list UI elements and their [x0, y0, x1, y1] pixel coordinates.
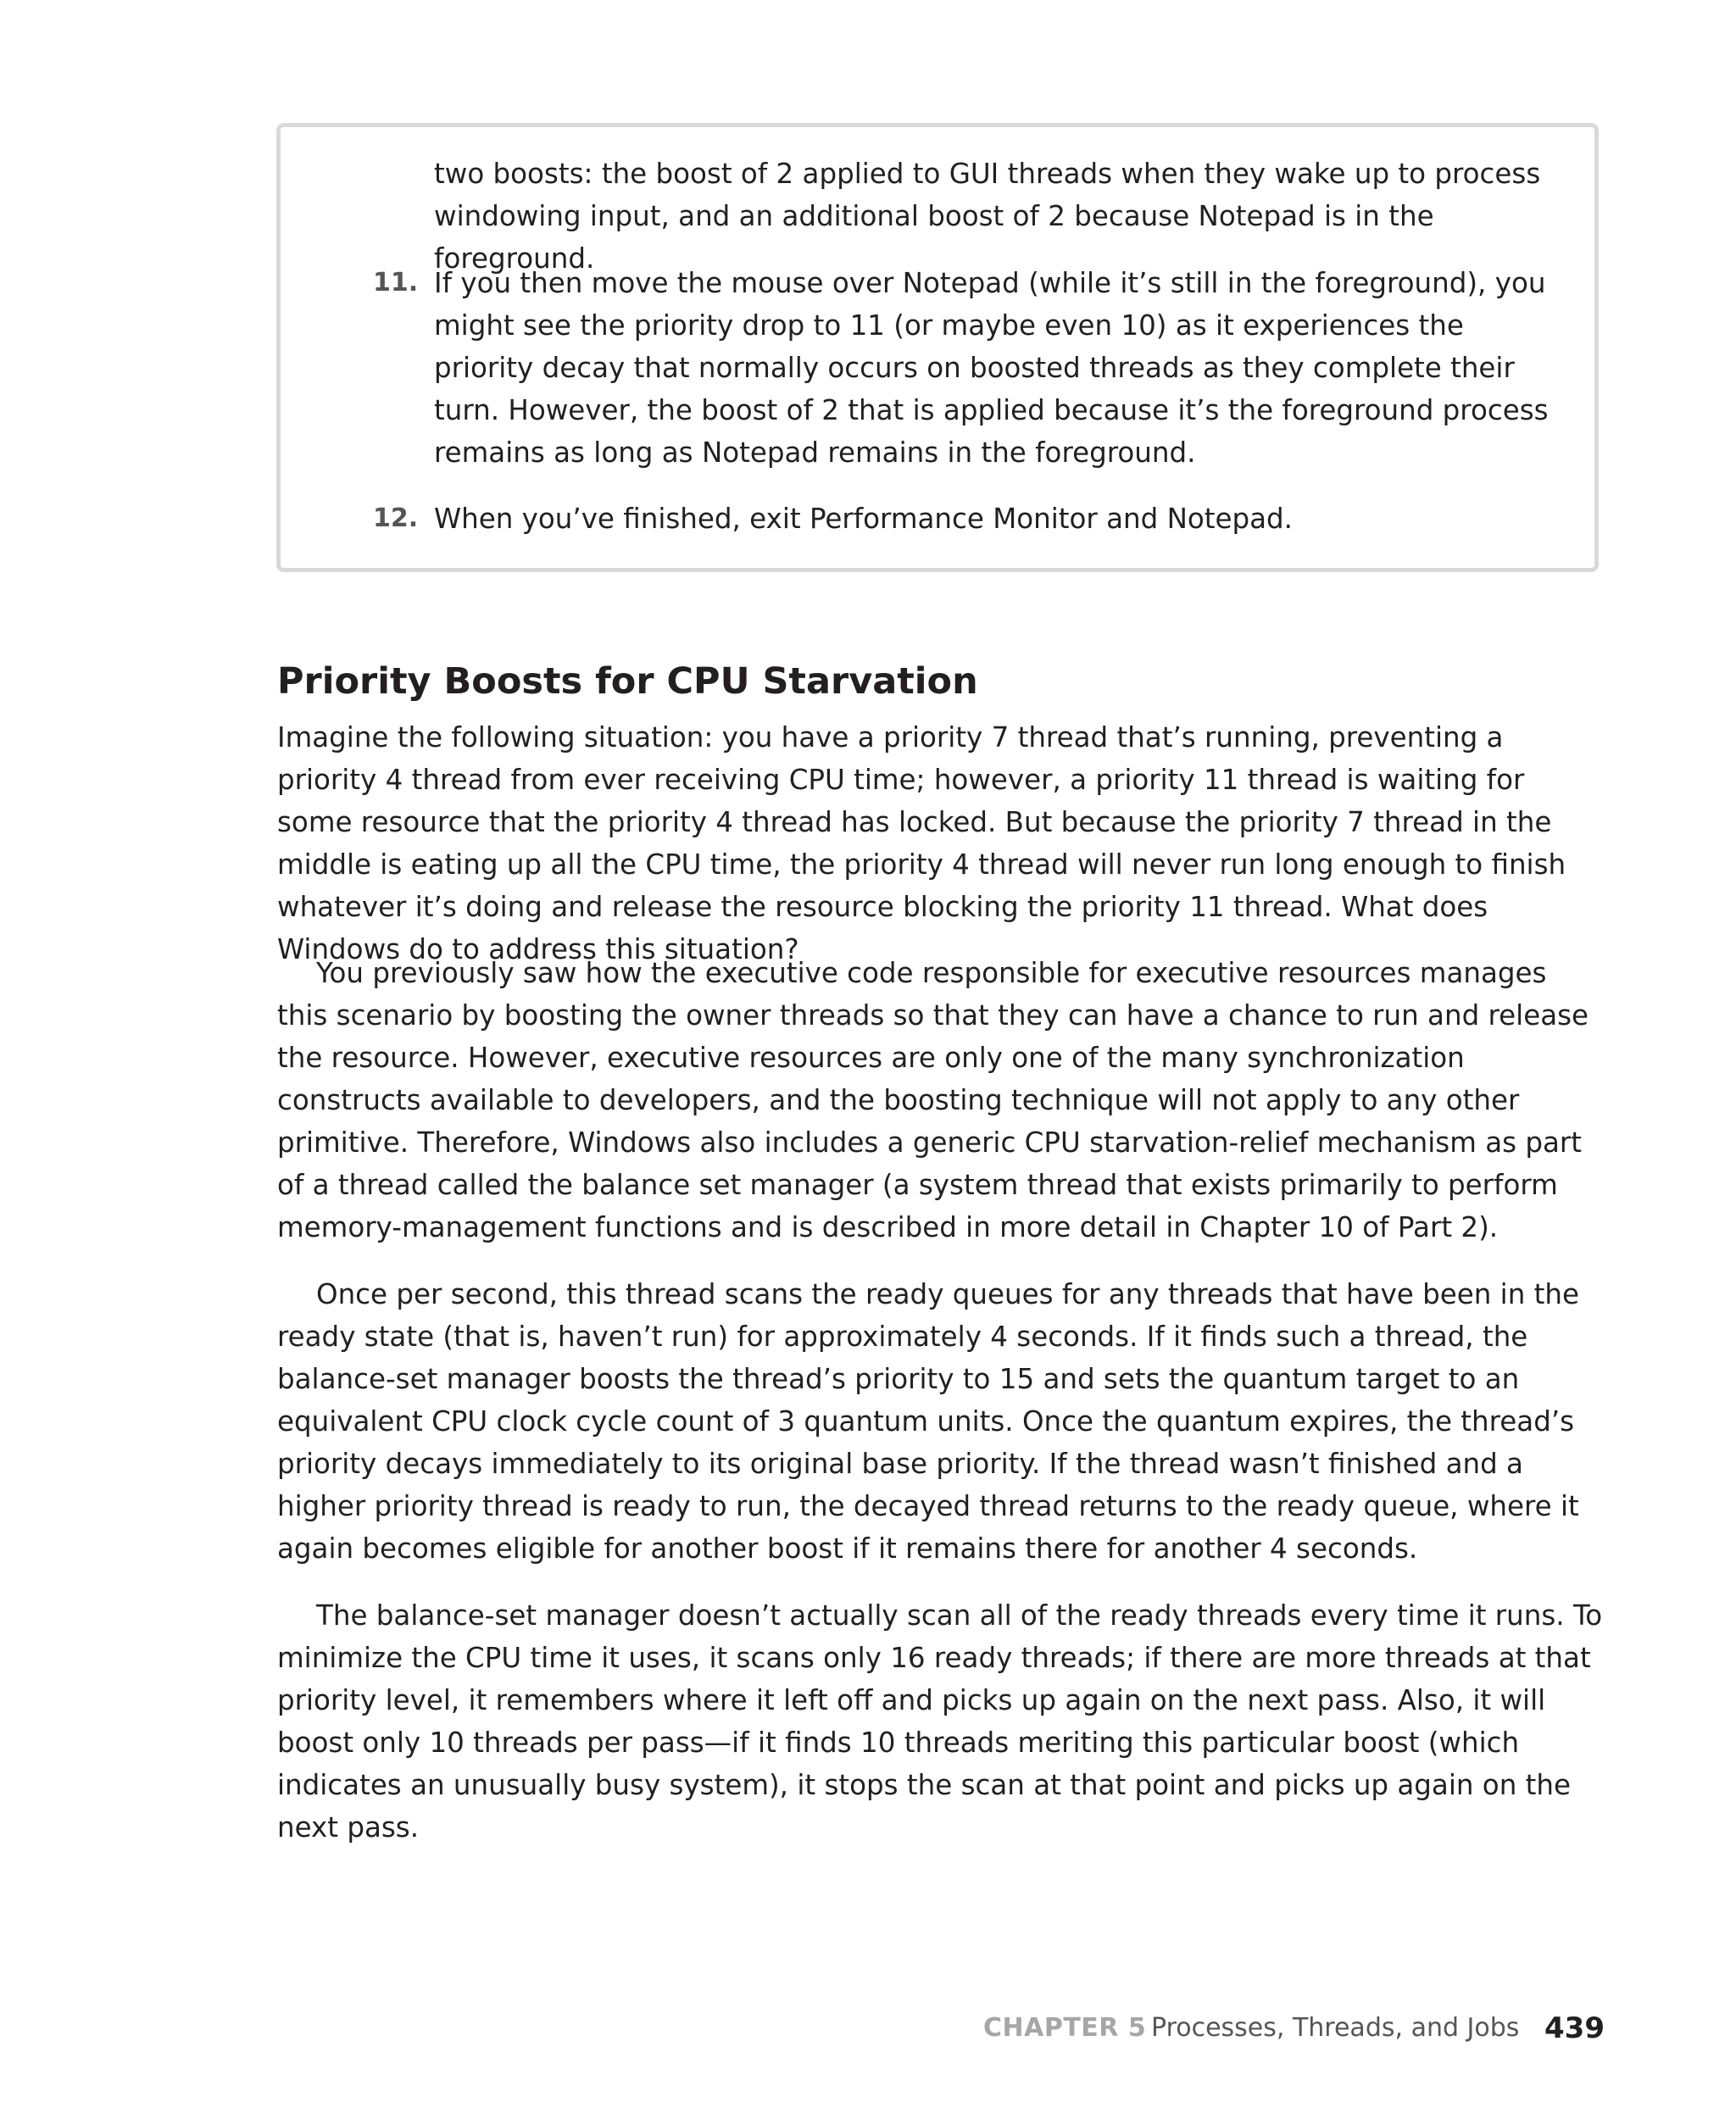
paragraph-3: Once per second, this thread scans the ready queues for any threads that have been in the ready state (that is, haven’t run) for approximately 4 seconds. If it finds such a thread, the balance-set manager boosts the thread’s priority to 15 and sets the quantum target to an equivalent CPU clock cycle count of 3 quantum units. Once the quantum expires, the thread’s priority decays immediately to its original base priority. If the thread wasn’t finished and a higher priority thread is ready to run, the decayed thread returns to the ready queue, where it again becomes eligible for another boost if it remains there for another 4 seconds.	[277, 1278, 1579, 1565]
page-footer	[983, 2007, 1606, 2049]
paragraph-1: Imagine the following situation: you have a priority 7 thread that’s running, preventing a priority 4 thread from ever receiving CPU time; however, a priority 11 thread is waiting for some resource that the priority 4 thread has locked. But because the priority 7 thread in the middle is eating up all the CPU time, the priority 4 thread will never run long enough to finish whatever it’s doing and release the resource blocking the priority 11 thread. What does Windows do to address this situation?	[277, 721, 1566, 965]
step-number-11: 11.	[373, 268, 419, 298]
footer-chapter-title: Processes, Threads, and Jobs	[1151, 2013, 1520, 2043]
paragraph-2: You previously saw how the executive code responsible for executive resources manages this scenario by boosting the owner threads so that they can have a chance to run and release the resource. However, executive resources are only one of the many synchronization constructs available to developers, and the boosting technique will not apply to any other primitive. Therefore, Windows also includes a generic CPU starvation-relief mechanism as part of a thread called the balance set manager (a system thread that exists primarily to perform memory-management functions and is described in more detail in Chapter 10 of Part 2).	[277, 957, 1589, 1243]
section-heading: Priority Boosts for CPU Starvation	[277, 660, 978, 703]
box-continuation-text: two boosts: the boost of 2 applied to GUI threads when they wake up to process windowing input, and an additional boost of 2 because Notepad is in the foreground.	[434, 158, 1541, 275]
paragraph-4: The balance-set manager doesn’t actually scan all of the ready threads every time it runs. To minimize the CPU time it uses, it scans only 16 ready threads; if there are more threads at that priority level, it remembers where it left off and picks up again on the next pass. Also, it will boost only 10 threads per pass—if it finds 10 threads meriting this particular boost (which indicates an unusually busy system), it stops the scan at that point and picks up again on the next pass.	[277, 1599, 1603, 1844]
footer-chapter: CHAPTER 5	[983, 2013, 1147, 2043]
step-number-12: 12.	[373, 503, 419, 533]
page-number: 439	[1544, 2011, 1605, 2045]
step-text-12: When you’ve finished, exit Performance Monitor and Notepad.	[434, 503, 1294, 535]
step-text-11: If you then move the mouse over Notepad (while it’s still in the foreground), you might see the priority drop to 11 (or maybe even 10) as it experiences the priority decay that normally occurs on boosted threads as they complete their turn. However, the boost of 2 that is applied because it’s the foreground process remains as long as Notepad remains in the foreground.	[434, 267, 1549, 469]
